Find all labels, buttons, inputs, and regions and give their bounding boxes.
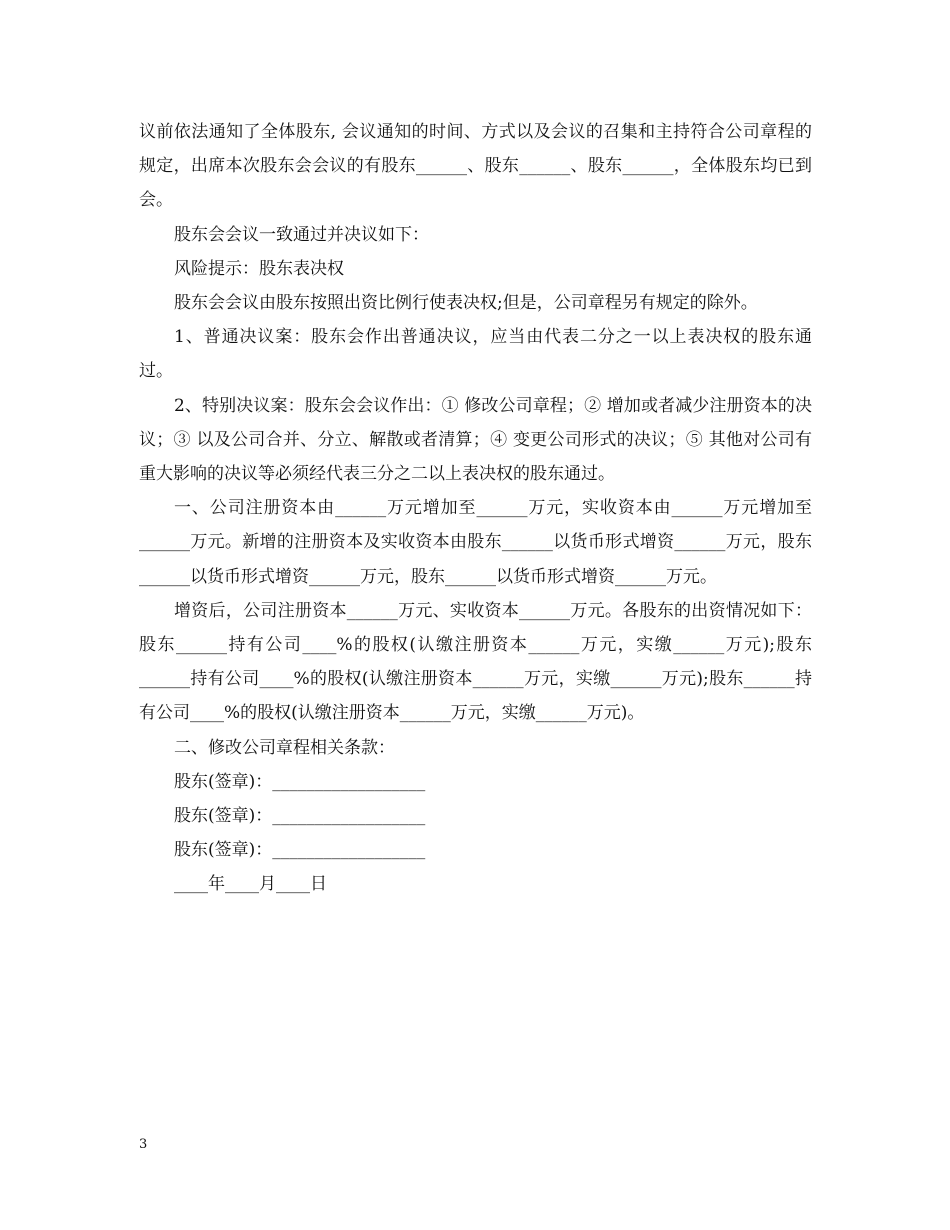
paragraph-meeting-notice: 议前依法通知了全体股东, 会议通知的时间、方式以及会议的召集和主持符合公司章程的规定，出席本次股东会会议的有股东______、股东______、股东______，全体股东均已到会。: [139, 122, 812, 211]
paragraph-ordinary-resolution: 1、普通决议案：股东会作出普通决议，应当由代表二分之一以上表决权的股东通过。: [139, 327, 812, 382]
paragraph-articles-amendment: 二、修改公司章程相关条款：: [174, 737, 395, 758]
date-line: ____年____月____日: [174, 874, 327, 895]
paragraph-capital-increase: 一、公司注册资本由______万元增加至______万元，实收资本由______万元增加至______万元。新增的注册资本及实收资本由股东______以货币形式增资______万元，股东______以货币形式增资______万元，股东______以货币形式增资______万元。: [139, 498, 812, 587]
page-number: 3: [139, 1137, 148, 1152]
signature-line-1: 股东(签章)：__________________: [174, 771, 426, 792]
paragraph-shareholding-after: 增资后，公司注册资本______万元、实收资本______万元。各股东的出资情况如下：股东______持有公司____%的股权(认缴注册资本______万元，实缴______万元);股东______持有公司____%的股权(认缴注册资本______万元，实缴______万元);股东______持有公司____%的股权(认缴注册资本______万元，实缴______万元)。: [139, 600, 812, 724]
paragraph-resolution-intro: 股东会会议一致通过并决议如下：: [174, 224, 429, 245]
signature-line-3: 股东(签章)：__________________: [174, 840, 426, 861]
document-body: [139, 115, 812, 902]
paragraph-special-resolution: 2、特别决议案：股东会会议作出：① 修改公司章程；② 增加或者减少注册资本的决议；③ 以及公司合并、分立、解散或者清算；④ 变更公司形式的决议；⑤ 其他对公司有重大影响的决议等必须经代表三分之二以上表决权的股东通过。: [139, 395, 812, 485]
paragraph-voting-rights: 股东会会议由股东按照出资比例行使表决权;但是，公司章程另有规定的除外。: [174, 293, 758, 314]
signature-line-2: 股东(签章)：__________________: [174, 806, 426, 827]
paragraph-risk-tip: 风险提示：股东表决权: [174, 258, 344, 279]
